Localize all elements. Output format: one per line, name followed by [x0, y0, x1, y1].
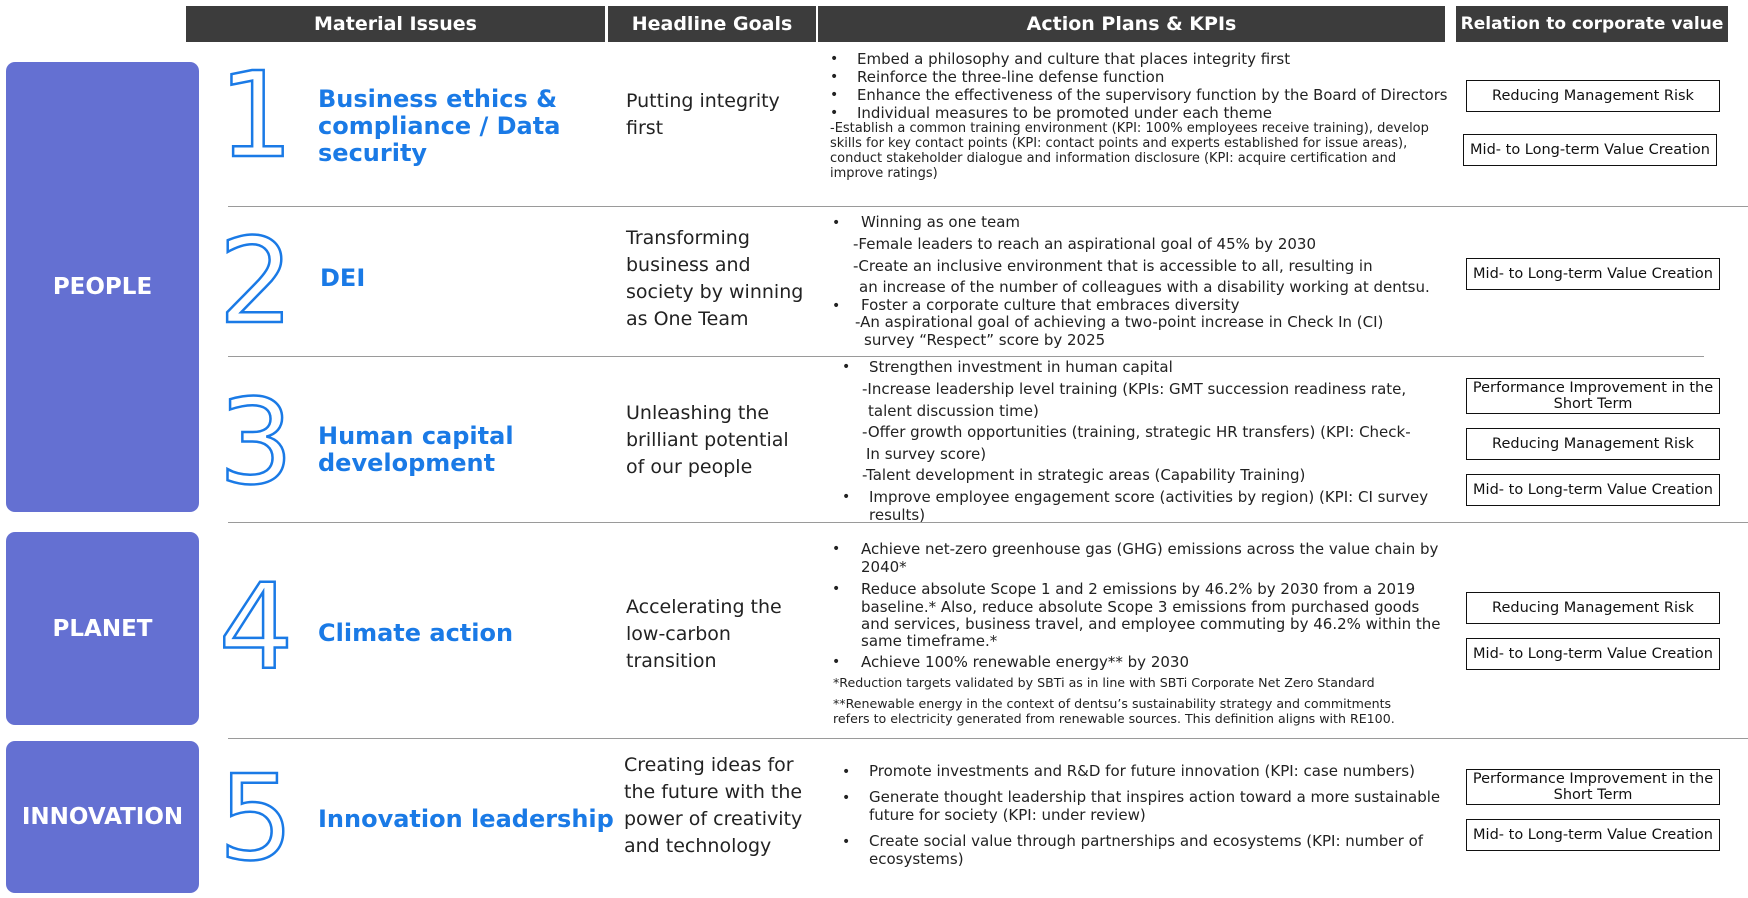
relation-reducing-risk: Reducing Management Risk	[1466, 592, 1720, 624]
action-item: 2040*	[861, 558, 907, 576]
action-item: Achieve net-zero greenhouse gas (GHG) emissions across the value chain by	[861, 540, 1439, 558]
row-separator	[228, 522, 1748, 523]
action-detail: -Establish a common training environment (KPI: 100% employees receive training), develop skills for key contact points (KPI: contact points and experts established for issue areas), conduct stakeholder dialogue and information disclosure (KPI: acquire certification and improve ratings)	[830, 121, 1429, 181]
action-item: Promote investments and R&D for future innovation (KPI: case numbers)	[869, 762, 1415, 780]
action-item: and services, business travel, and employee commuting by 46.2% within the	[861, 615, 1441, 633]
action-item: Winning as one team	[861, 213, 1021, 231]
bullet: •	[830, 69, 839, 85]
relation-reducing-risk: Reducing Management Risk	[1466, 428, 1720, 460]
action-item: Individual measures to be promoted under each theme	[857, 104, 1272, 122]
bullet: •	[832, 215, 841, 231]
bullet: •	[832, 298, 841, 314]
bullet: •	[832, 541, 841, 557]
action-item: In survey score)	[866, 445, 987, 463]
action-item: Enhance the effectiveness of the supervisory function by the Board of Directors	[857, 87, 1448, 104]
action-item: Generate thought leadership that inspires action toward a more sustainable	[869, 788, 1441, 806]
relation-mid-long-term: Mid- to Long-term Value Creation	[1466, 474, 1720, 506]
action-item: ecosystems)	[869, 850, 964, 868]
issue-title-dei: DEI	[320, 264, 366, 292]
row-number-3: 3	[218, 373, 294, 511]
action-item: -Create an inclusive environment that is accessible to all, resulting in	[853, 257, 1373, 275]
relation-reducing-risk: Reducing Management Risk	[1466, 80, 1720, 112]
issue-title-climate: Climate action	[318, 619, 514, 647]
header-material-issues: Material Issues	[186, 6, 605, 42]
action-item: Achieve 100% renewable energy** by 2030	[861, 653, 1189, 671]
action-item: Reduce absolute Scope 1 and 2 emissions by 46.2% by 2030 from a 2019	[861, 580, 1416, 598]
row-number-4: 4	[218, 558, 294, 696]
action-item: future for society (KPI: under review)	[869, 806, 1146, 824]
bullet: •	[842, 834, 851, 850]
row-separator	[228, 738, 1748, 739]
action-item: survey “Respect” score by 2025	[864, 331, 1106, 349]
category-planet: PLANET	[6, 532, 199, 725]
header-action-plans: Action Plans & KPIs	[818, 6, 1445, 42]
action-item: -An aspirational goal of achieving a two-point increase in Check In (CI)	[855, 313, 1384, 331]
bullet: •	[842, 359, 851, 375]
category-innovation: INNOVATION	[6, 741, 199, 893]
issue-title-business-ethics: Business ethics & compliance / Data security	[318, 85, 561, 167]
relation-short-term: Performance Improvement in the Short Term	[1466, 378, 1720, 414]
action-item: -Offer growth opportunities (training, strategic HR transfers) (KPI: Check-	[862, 423, 1411, 441]
footnote: **Renewable energy in the context of dentsu’s sustainability strategy and commitments	[833, 696, 1392, 711]
action-item: baseline.* Also, reduce absolute Scope 3 emissions from purchased goods	[861, 598, 1420, 616]
action-item: same timeframe.*	[861, 632, 998, 650]
action-item: Reinforce the three-line defense function	[857, 68, 1165, 86]
row-number-1: 1	[218, 46, 294, 184]
bullet: •	[830, 51, 839, 67]
headline-goal-potential: Unleashing the brilliant potential of our people	[626, 402, 789, 478]
bullet: •	[842, 790, 851, 806]
relation-mid-long-term: Mid- to Long-term Value Creation	[1466, 819, 1720, 851]
relation-mid-long-term: Mid- to Long-term Value Creation	[1466, 258, 1720, 290]
issue-title-innovation: Innovation leadership	[318, 805, 614, 833]
action-item: an increase of the number of colleagues with a disability working at dentsu.	[859, 278, 1430, 296]
bullet: •	[830, 87, 839, 103]
action-item: results)	[869, 506, 926, 524]
header-headline-goals: Headline Goals	[608, 6, 816, 42]
action-item: Improve employee engagement score (activities by region) (KPI: CI survey	[869, 488, 1429, 506]
headline-goal-one-team: Transforming business and society by winning as One Team	[626, 227, 804, 330]
row-separator	[228, 206, 1748, 207]
headline-goal-low-carbon: Accelerating the low-carbon transition	[626, 596, 782, 672]
action-item: Foster a corporate culture that embraces diversity	[861, 296, 1240, 314]
action-item: Strengthen investment in human capital	[869, 358, 1173, 376]
header-relation: Relation to corporate value	[1456, 6, 1728, 42]
action-item: talent discussion time)	[868, 402, 1039, 420]
relation-mid-long-term: Mid- to Long-term Value Creation	[1466, 638, 1720, 670]
action-item: -Increase leadership level training (KPIs: GMT succession readiness rate,	[862, 380, 1407, 398]
row-separator	[228, 356, 1704, 357]
issue-title-human-capital: Human capital development	[318, 422, 514, 477]
action-item: Embed a philosophy and culture that places integrity first	[857, 50, 1291, 68]
footnote: refers to electricity generated from renewable sources. This definition aligns with RE100.	[833, 711, 1395, 726]
row-number-5: 5	[218, 749, 294, 887]
category-people: PEOPLE	[6, 62, 199, 512]
bullet: •	[842, 489, 851, 505]
bullet: •	[832, 581, 841, 597]
action-item: -Talent development in strategic areas (Capability Training)	[862, 466, 1306, 484]
bullet: •	[830, 105, 839, 121]
footnote: *Reduction targets validated by SBTi as in line with SBTi Corporate Net Zero Standard	[833, 675, 1375, 690]
bullet: •	[842, 764, 851, 780]
bullet: •	[832, 654, 841, 670]
action-item: Create social value through partnerships and ecosystems (KPI: number of	[869, 832, 1424, 850]
relation-mid-long-term: Mid- to Long-term Value Creation	[1463, 134, 1717, 166]
headline-goal-creativity: Creating ideas for the future with the power of creativity and technology	[624, 754, 803, 857]
action-item: -Female leaders to reach an aspirational goal of 45% by 2030	[853, 235, 1316, 253]
relation-short-term: Performance Improvement in the Short Term	[1466, 769, 1720, 805]
headline-goal-integrity: Putting integrity first	[626, 90, 780, 139]
row-number-2: 2	[218, 212, 294, 350]
